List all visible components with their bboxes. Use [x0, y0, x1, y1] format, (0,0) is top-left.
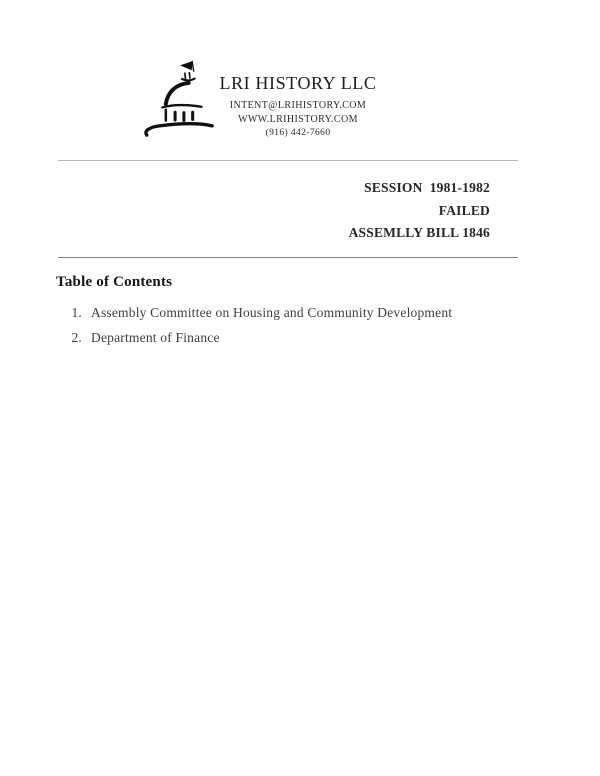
divider-bottom [58, 257, 518, 258]
session-line: SESSION 1981-1982 [364, 180, 490, 195]
bill-line: ASSEMLLY BILL 1846 [348, 225, 490, 240]
toc-item [64, 330, 220, 346]
toc-item-number: 1. [71, 305, 82, 320]
case-info-block [349, 177, 490, 245]
contact-phone: (916) 442-7660 [265, 128, 331, 138]
contact-website: WWW.LRIHISTORY.COM [238, 114, 358, 125]
status-line: FAILED [438, 202, 490, 218]
toc-item-label: Department of Finance [91, 330, 220, 345]
divider-top [58, 160, 518, 161]
letterhead [120, 72, 476, 140]
toc-item-number: 2. [71, 330, 82, 345]
company-name: LRI HISTORY LLC [219, 73, 377, 93]
toc-heading: Table of Contents [56, 274, 173, 290]
toc-item-label: Assembly Committee on Housing and Community Development [91, 305, 453, 320]
contact-email: INTENT@LRIHISTORY.COM [229, 100, 367, 111]
toc-item [64, 305, 452, 321]
